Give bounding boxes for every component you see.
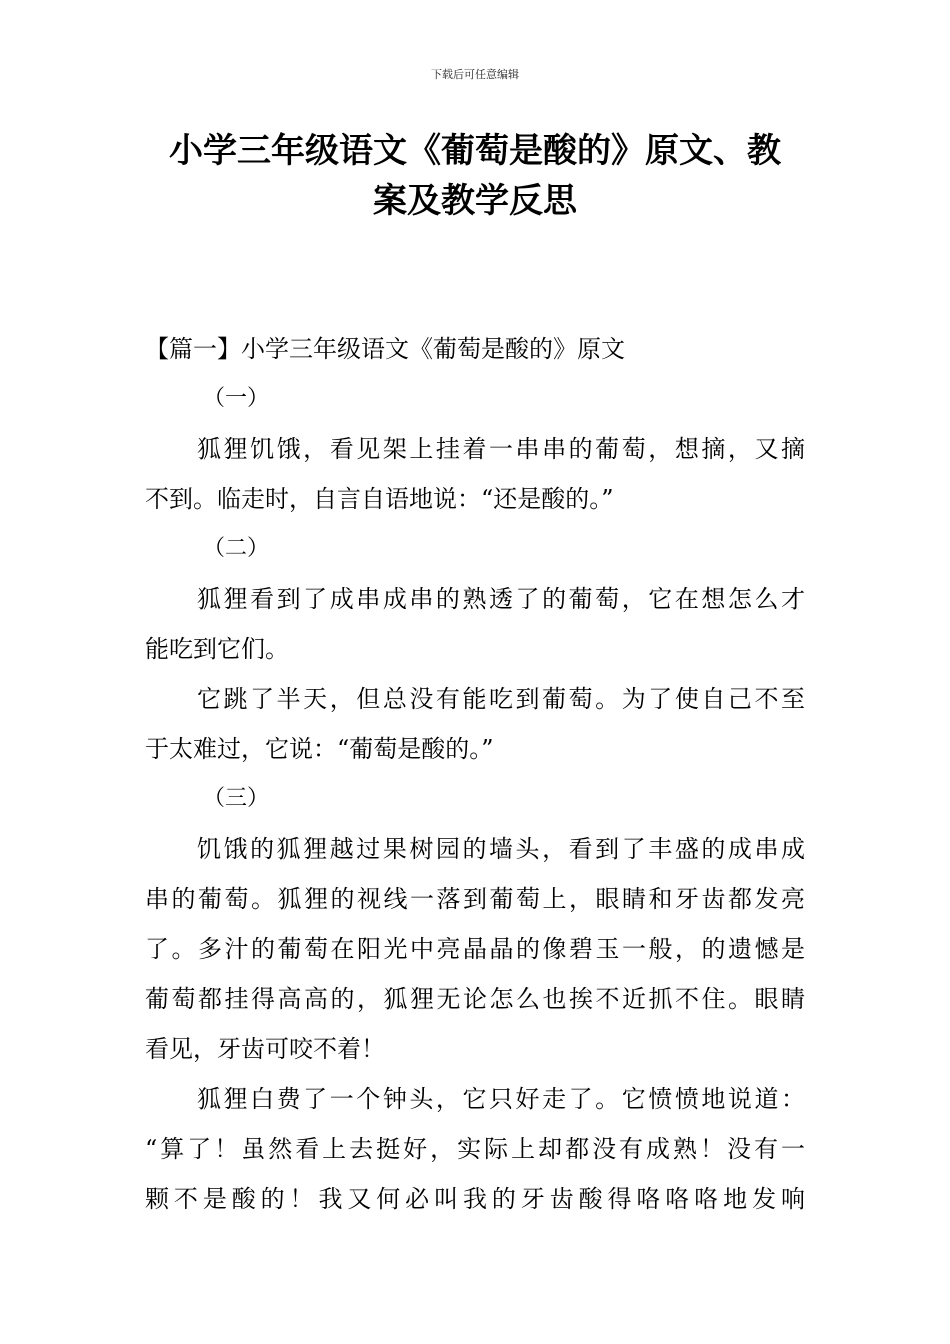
paragraph-5-line-3: 颗不是酸的！我又何必叫我的牙齿酸得咯咯咯地发响 <box>145 1185 805 1213</box>
paragraph-4-line-3: 了。多汁的葡萄在阳光中亮晶晶的像碧玉一般，的遗憾是 <box>145 935 805 963</box>
paragraph-3-line-1: 它跳了半天，但总没有能吃到葡萄。为了使自己不至 <box>197 685 805 713</box>
paragraph-1-line-1: 狐狸饥饿，看见架上挂着一串串的葡萄，想摘，又摘 <box>197 435 805 463</box>
paragraph-3-line-2: 于太难过，它说：“葡萄是酸的。” <box>145 735 494 763</box>
paragraph-4-line-5: 看见，牙齿可咬不着！ <box>145 1035 385 1063</box>
paragraph-4-line-1: 饥饿的狐狸越过果树园的墙头，看到了丰盛的成串成 <box>197 835 805 863</box>
title-line-1: 小学三年级语文《葡萄是酸的》原文、教 <box>169 131 781 171</box>
paragraph-2-line-2: 能吃到它们。 <box>145 635 289 663</box>
paragraph-1-line-2: 不到。临走时，自言自语地说：“还是酸的。” <box>145 485 614 513</box>
paragraph-2-line-1: 狐狸看到了成串成串的熟透了的葡萄，它在想怎么才 <box>197 585 805 613</box>
paragraph-5-line-1: 狐狸白费了一个钟头，它只好走了。它愤愤地说道： <box>197 1085 805 1113</box>
header-note: 下载后可任意编辑 <box>431 68 519 81</box>
document-title <box>140 126 810 226</box>
section-number-1: （一） <box>203 386 270 411</box>
paragraph-4-line-2: 串的葡萄。狐狸的视线一落到葡萄上，眼睛和牙齿都发亮 <box>145 885 805 913</box>
document-body <box>145 324 805 1224</box>
section-number-3: （三） <box>203 786 270 811</box>
paragraph-5-line-2: “算了！虽然看上去挺好，实际上却都没有成熟！没有一 <box>145 1135 805 1163</box>
section-heading: 【篇一】小学三年级语文《葡萄是酸的》原文 <box>145 335 625 363</box>
section-number-2: （二） <box>203 536 270 561</box>
paragraph-4-line-4: 葡萄都挂得高高的，狐狸无论怎么也挨不近抓不住。眼睛 <box>145 985 805 1013</box>
title-line-2: 案及教学反思 <box>373 181 577 221</box>
